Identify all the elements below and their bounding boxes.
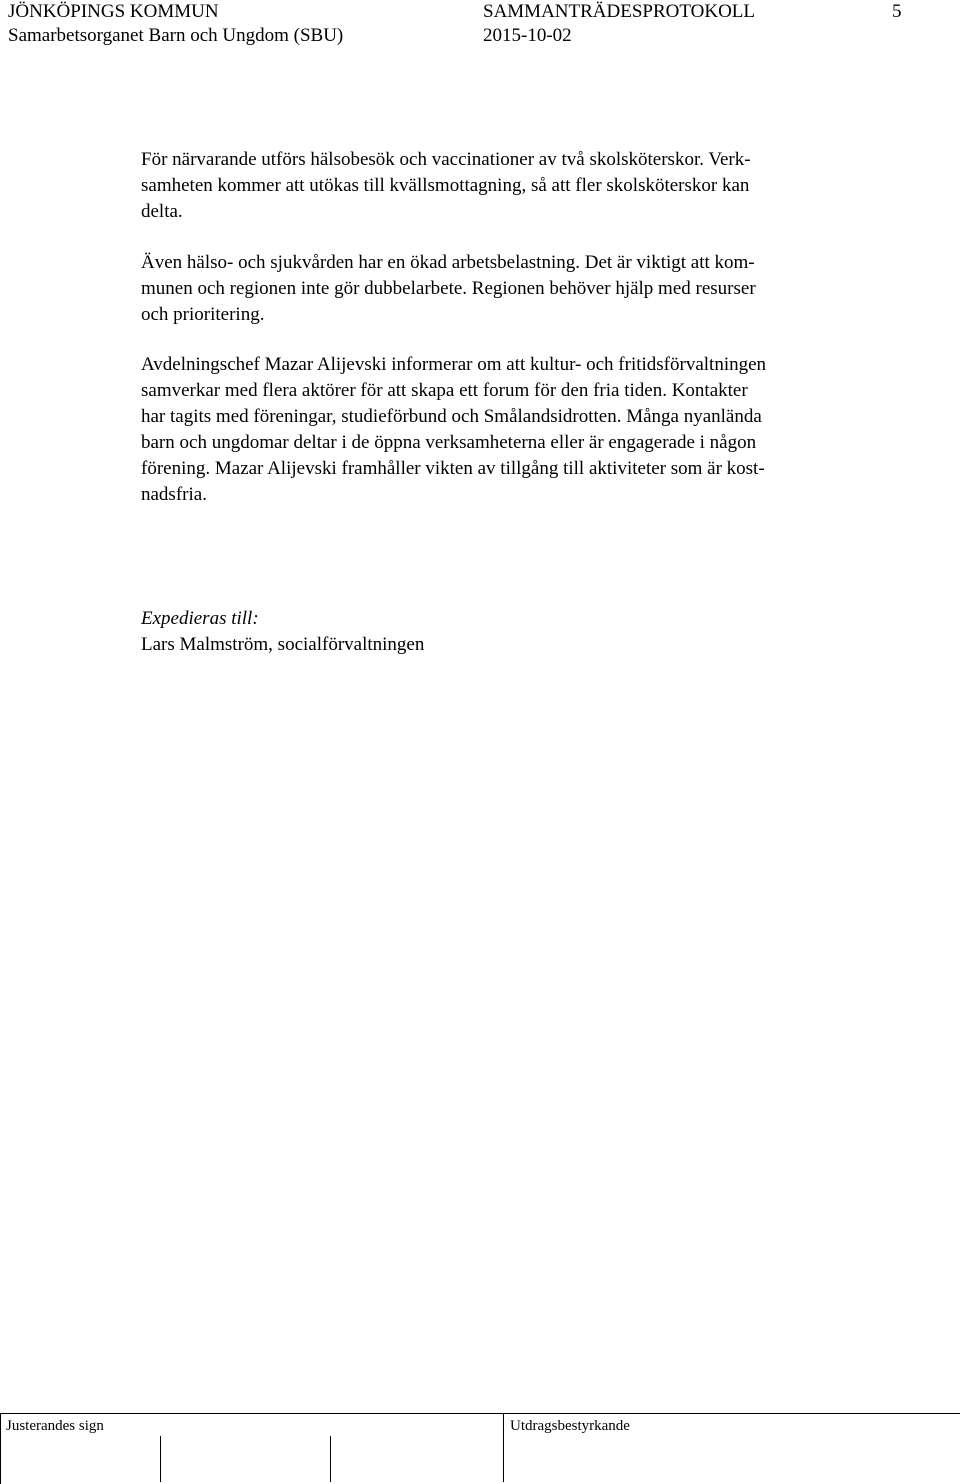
text-line: nadsfria. — [141, 484, 207, 505]
paragraph-healthcare — [141, 250, 891, 328]
text-line: förening. Mazar Alijevski framhåller vikten av tillgång till aktiviteter som är kost- — [141, 458, 765, 479]
text-line: samheten kommer att utökas till kvällsmottagning, så att fler skolsköterskor kan — [141, 175, 750, 196]
text-line: barn och ungdomar deltar i de öppna verksamheterna eller är engagerade i någon — [141, 432, 757, 453]
text-line: munen och regionen inte gör dubbelarbete. Regionen behöver hjälp med resurser — [141, 278, 756, 299]
text-line: För närvarande utförs hälsobesök och vaccinationer av två skolsköterskor. Verk- — [141, 149, 751, 170]
footer-divider — [0, 1413, 960, 1414]
paragraph — [141, 352, 891, 508]
footer-middle-divider — [503, 1413, 504, 1482]
paragraph-culture-leisure — [141, 352, 891, 508]
justerandes-sign-label: Justerandes sign — [6, 1418, 104, 1434]
utdragsbestyrkande-label: Utdragsbestyrkande — [510, 1418, 630, 1434]
paragraph — [141, 147, 891, 225]
distribution-label: Expedieras till: — [141, 608, 259, 629]
meeting-date: 2015-10-02 — [483, 25, 572, 46]
paragraph-school-nurses — [141, 147, 891, 225]
text-line: Avdelningschef Mazar Alijevski informerar om att kultur- och fritidsförvaltningen — [141, 354, 767, 375]
distribution-block — [141, 606, 891, 658]
municipality-name: JÖNKÖPINGS KOMMUN — [8, 1, 219, 22]
text-line: Även hälso- och sjukvården har en ökad arbetsbelastning. Det är viktigt att kom- — [141, 252, 755, 273]
text-line: och prioritering. — [141, 304, 265, 325]
distribution-recipient: Lars Malmström, socialförvaltningen — [141, 634, 425, 655]
footer-left-border — [0, 1413, 1, 1484]
page-number: 5 — [892, 1, 902, 22]
paragraph — [141, 250, 891, 328]
sign-box-divider — [330, 1436, 331, 1482]
document-type: SAMMANTRÄDESPROTOKOLL — [483, 1, 756, 22]
committee-name: Samarbetsorganet Barn och Ungdom (SBU) — [8, 25, 344, 46]
text-line: samverkar med flera aktörer för att skapa ett forum för den fria tiden. Kontakter — [141, 380, 748, 401]
distribution — [141, 606, 891, 658]
text-line: delta. — [141, 201, 183, 222]
sign-box-divider — [160, 1436, 161, 1482]
text-line: har tagits med föreningar, studieförbund och Smålandsidrotten. Många nyanlända — [141, 406, 762, 427]
